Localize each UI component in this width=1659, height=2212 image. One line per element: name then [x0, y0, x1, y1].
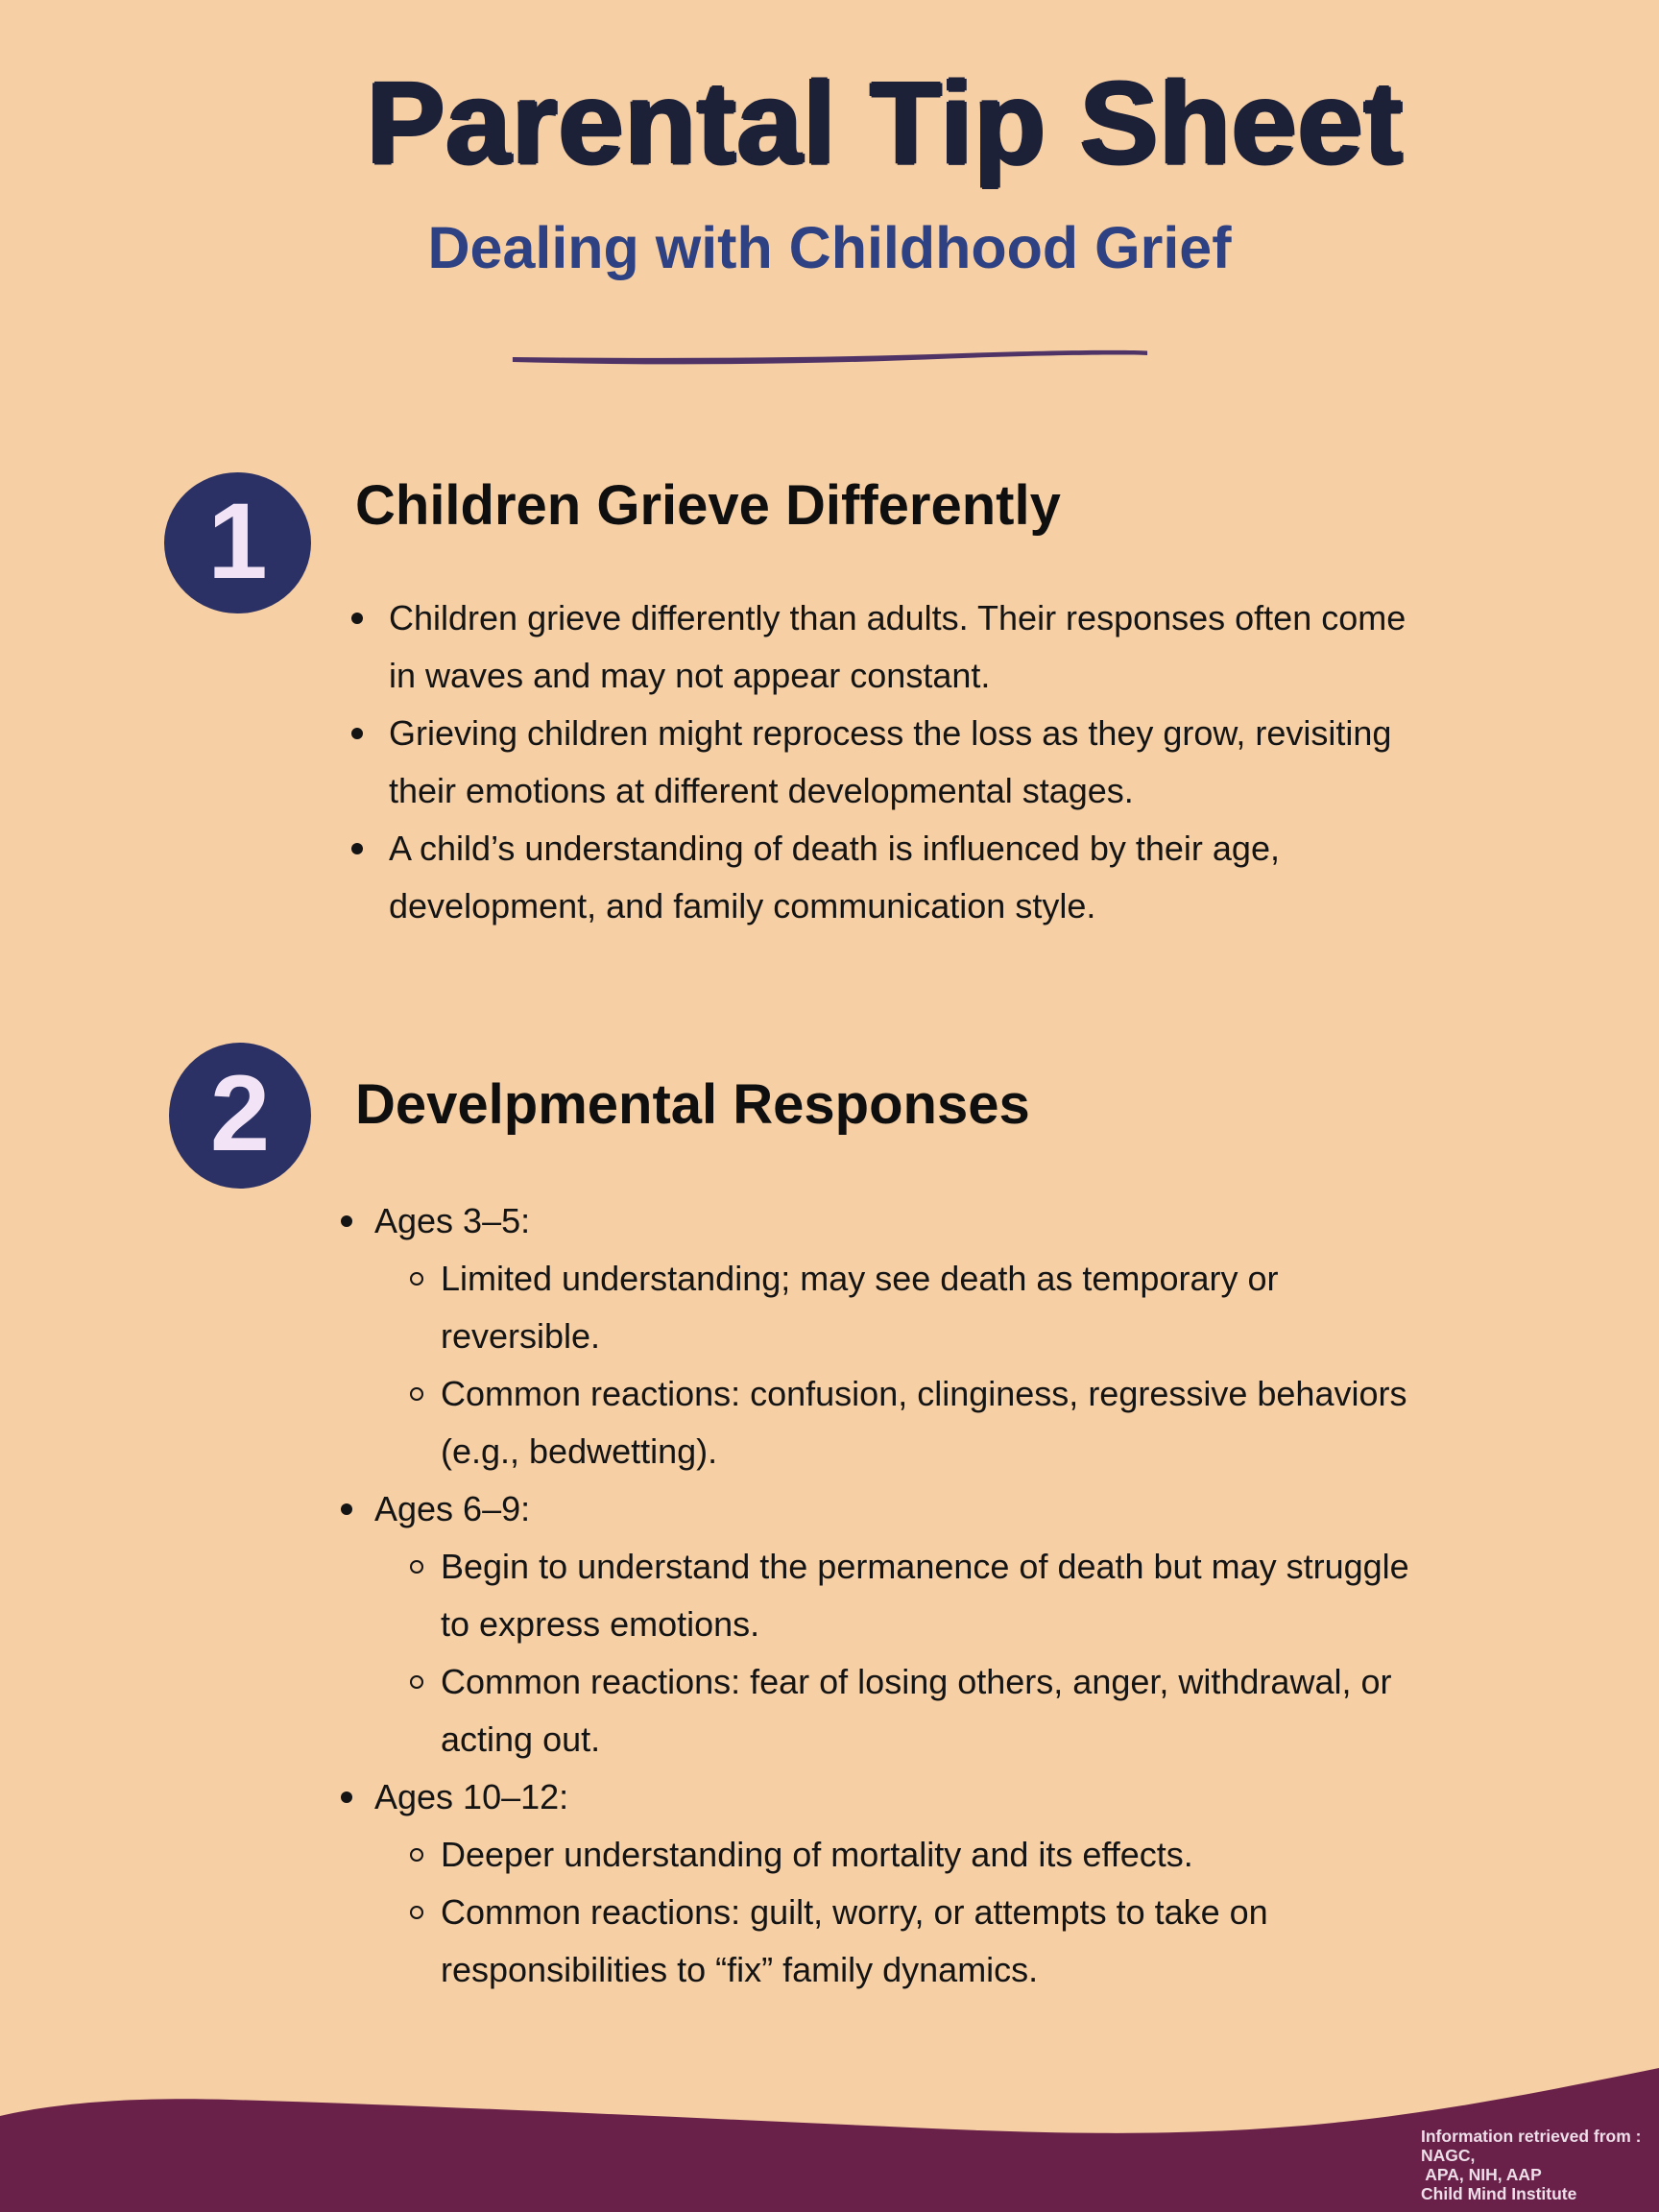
page-subtitle: Dealing with Childhood Grief [427, 215, 1232, 280]
age-group-label: Ages 3–5: [374, 1201, 531, 1240]
section-1-number: 1 [207, 480, 268, 601]
section-2-list [331, 1192, 1426, 1999]
footer-line-1: Information retrieved from : [1421, 2127, 1642, 2146]
section-2-number: 2 [209, 1053, 271, 1173]
section-1-bullets [331, 589, 1426, 935]
age-group-item [331, 1192, 1426, 1480]
age-group-sublist [374, 1538, 1426, 1768]
sub-bullet-item: Common reactions: confusion, clinginess, regressive behaviors (e.g., bedwetting). [374, 1365, 1426, 1480]
sub-bullet-item: Common reactions: fear of losing others, anger, withdrawal, or acting out. [374, 1653, 1426, 1768]
footer-line-3: APA, NIH, AAP [1421, 2165, 1542, 2184]
bullet-item: Grieving children might reprocess the loss as they grow, revisiting their emotions at different developmental stages. [331, 705, 1426, 820]
sub-bullet-item: Begin to understand the permanence of death but may struggle to express emotions. [374, 1538, 1426, 1653]
age-group-sublist [374, 1826, 1426, 1999]
sub-bullet-item: Common reactions: guilt, worry, or attempts to take on responsibilities to “fix” family dynamics. [374, 1884, 1426, 1999]
age-group-label: Ages 6–9: [374, 1489, 531, 1528]
sub-bullet-item: Limited understanding; may see death as temporary or reversible. [374, 1250, 1426, 1365]
section-1-number-badge [164, 472, 311, 613]
bullet-item: Children grieve differently than adults. Their responses often come in waves and may not appear constant. [331, 589, 1426, 705]
decorative-underline [509, 346, 1150, 367]
section-2-number-badge [169, 1043, 311, 1189]
footer-wave [0, 2008, 1659, 2212]
footer-sources [1421, 2127, 1641, 2203]
age-group-label: Ages 10–12: [374, 1777, 569, 1816]
section-2-heading: Develpmental Responses [355, 1073, 1030, 1136]
footer-line-2: NAGC, [1421, 2146, 1476, 2165]
age-group-item [331, 1480, 1426, 1768]
footer-line-4: Child Mind Institute [1421, 2184, 1577, 2203]
section-1-heading: Children Grieve Differently [355, 474, 1061, 537]
bullet-item: A child’s understanding of death is influenced by their age, development, and family communication style. [331, 820, 1426, 935]
age-group-sublist [374, 1250, 1426, 1480]
page-title: Parental Tip Sheet [366, 58, 1405, 188]
age-group-item [331, 1768, 1426, 1999]
sub-bullet-item: Deeper understanding of mortality and its effects. [374, 1826, 1426, 1884]
